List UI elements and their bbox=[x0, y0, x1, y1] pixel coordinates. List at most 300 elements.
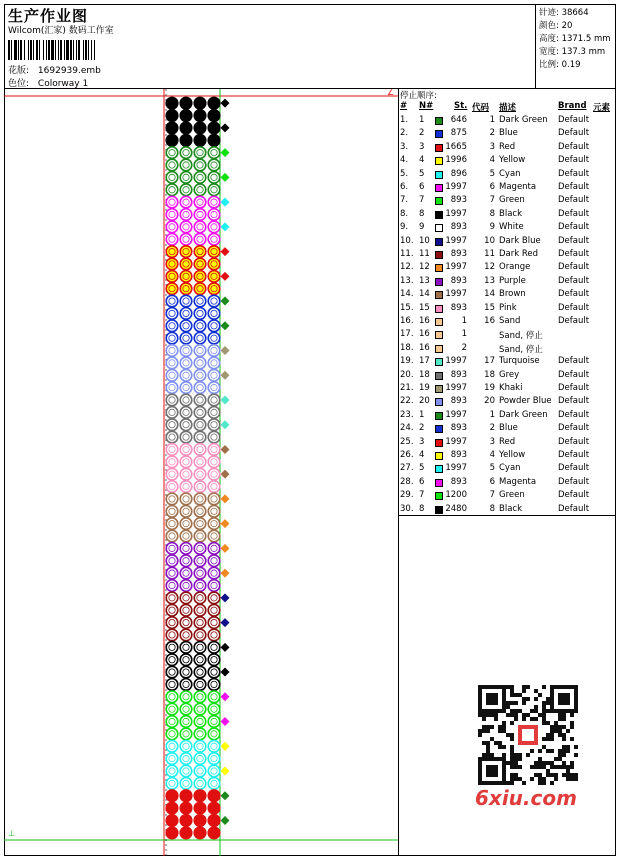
color-swatch bbox=[435, 251, 443, 259]
sequin-circle bbox=[166, 604, 178, 616]
sequin-circle bbox=[166, 555, 178, 567]
cell-n: 10 bbox=[419, 235, 430, 246]
thread-row bbox=[399, 490, 616, 503]
sequin-circle bbox=[194, 135, 206, 147]
cell-desc: Cyan bbox=[499, 463, 521, 474]
cell-n: 1 bbox=[419, 115, 425, 125]
thread-table bbox=[399, 89, 616, 516]
cell-st: 1997 bbox=[445, 463, 467, 474]
sequin-circle bbox=[208, 196, 220, 208]
sequin-circle bbox=[208, 592, 220, 604]
col-st-header: St. bbox=[454, 101, 468, 111]
sequin-circle bbox=[166, 271, 178, 283]
sequin-circle bbox=[180, 506, 192, 518]
thread-row bbox=[399, 209, 616, 222]
sequin-circle bbox=[166, 740, 178, 752]
cell-brand: Default bbox=[558, 503, 590, 514]
thread-row bbox=[399, 128, 616, 141]
sequin-circle bbox=[166, 295, 178, 307]
sequin-circle bbox=[180, 97, 192, 109]
cell-st: 1997 bbox=[445, 182, 467, 192]
sequin-circle bbox=[166, 332, 178, 344]
accent-diamond bbox=[221, 395, 230, 404]
accent-diamond bbox=[221, 222, 230, 231]
sequin-circle bbox=[180, 308, 192, 320]
cell-num: 1. bbox=[400, 115, 409, 125]
sequin-circle bbox=[208, 283, 220, 295]
sequin-circle bbox=[208, 666, 220, 678]
sequin-circle bbox=[194, 802, 206, 814]
sequin-circle bbox=[180, 246, 192, 258]
sequin-circle bbox=[166, 196, 178, 208]
cell-num: 24. bbox=[400, 423, 414, 434]
sequin-circle bbox=[208, 295, 220, 307]
col-code-header: 代码 bbox=[472, 103, 490, 113]
thread-row bbox=[399, 343, 616, 356]
cell-code: 8 bbox=[489, 503, 495, 514]
sequin-circle bbox=[194, 419, 206, 431]
cell-code: 6 bbox=[489, 182, 495, 192]
thread-row bbox=[399, 410, 616, 423]
sequin-circle bbox=[166, 592, 178, 604]
sequin-circle bbox=[166, 456, 178, 468]
cell-n: 2 bbox=[419, 128, 425, 139]
sequin-circle bbox=[166, 147, 178, 159]
sequin-circle bbox=[166, 407, 178, 419]
sequin-circle bbox=[180, 580, 192, 592]
sequin-circle bbox=[180, 815, 192, 827]
cell-brand: Default bbox=[558, 409, 590, 420]
cell-brand: Default bbox=[558, 490, 590, 501]
sequin-circle bbox=[208, 654, 220, 666]
cell-desc: Green bbox=[499, 195, 525, 206]
cell-n: 5 bbox=[419, 168, 425, 179]
cell-st: 893 bbox=[450, 222, 467, 233]
sequin-circle bbox=[180, 691, 192, 703]
color-swatch bbox=[435, 492, 443, 500]
color-swatch bbox=[435, 452, 443, 460]
cell-code: 17 bbox=[484, 356, 495, 367]
sequin-circle bbox=[166, 827, 178, 839]
sequin-circle bbox=[166, 543, 178, 555]
sequin-circle bbox=[194, 444, 206, 456]
cell-code: 3 bbox=[489, 141, 495, 152]
sequin-circle bbox=[208, 753, 220, 765]
sequin-circle bbox=[180, 172, 192, 184]
cell-desc: Black bbox=[499, 503, 522, 514]
accent-diamond bbox=[221, 668, 230, 677]
thread-row bbox=[399, 249, 616, 262]
sequin-circle bbox=[194, 790, 206, 802]
sequin-circle bbox=[166, 753, 178, 765]
cell-num: 12. bbox=[400, 262, 414, 273]
accent-diamond bbox=[221, 272, 230, 281]
stat-scale: 比例: 0.19 bbox=[539, 60, 581, 70]
accent-diamond bbox=[221, 470, 230, 479]
sequin-circle bbox=[208, 827, 220, 839]
cell-brand: Default bbox=[558, 195, 590, 206]
cell-n: 6 bbox=[419, 476, 425, 487]
sequin-circle bbox=[208, 407, 220, 419]
cell-desc: Yellow bbox=[499, 155, 526, 166]
color-swatch bbox=[435, 211, 443, 219]
sequin-circle bbox=[194, 221, 206, 233]
cell-brand: Default bbox=[558, 383, 590, 393]
sequin-circle bbox=[166, 97, 178, 109]
sequin-circle bbox=[208, 135, 220, 147]
sequin-circle bbox=[208, 308, 220, 320]
watermark-logo bbox=[470, 680, 586, 814]
sequin-circle bbox=[194, 567, 206, 579]
cell-n: 2 bbox=[419, 423, 425, 434]
sequin-circle bbox=[166, 283, 178, 295]
sequin-circle bbox=[180, 320, 192, 332]
cell-desc: Cyan bbox=[499, 168, 521, 179]
sequin-circle bbox=[180, 147, 192, 159]
cell-brand: Default bbox=[558, 208, 590, 219]
cell-num: 3. bbox=[400, 141, 409, 152]
cell-desc: Black bbox=[499, 208, 522, 219]
sequin-circle bbox=[180, 196, 192, 208]
sequin-circle bbox=[208, 468, 220, 480]
sequin-circle bbox=[208, 530, 220, 542]
cell-st: 1200 bbox=[445, 490, 467, 501]
sequin-circle bbox=[194, 308, 206, 320]
sequin-circle bbox=[208, 691, 220, 703]
embroidery-design-canvas bbox=[4, 89, 399, 856]
cell-desc: Blue bbox=[499, 423, 518, 434]
sequin-circle bbox=[194, 456, 206, 468]
cell-brand: Default bbox=[558, 168, 590, 179]
sequin-circle bbox=[208, 580, 220, 592]
thread-row bbox=[399, 477, 616, 490]
cell-num: 25. bbox=[400, 436, 414, 447]
sequin-circle bbox=[194, 407, 206, 419]
sequin-circle bbox=[166, 258, 178, 270]
thread-row bbox=[399, 182, 616, 195]
sequin-circle bbox=[180, 703, 192, 715]
cell-code: 9 bbox=[489, 222, 495, 233]
sequin-circle bbox=[180, 110, 192, 122]
cell-code: 19 bbox=[484, 383, 495, 393]
sequin-circle bbox=[166, 135, 178, 147]
sequin-circle bbox=[180, 654, 192, 666]
color-swatch bbox=[435, 506, 443, 514]
sequin-circle bbox=[166, 419, 178, 431]
cell-num: 19. bbox=[400, 356, 414, 367]
color-swatch bbox=[435, 331, 443, 339]
cell-num: 23. bbox=[400, 409, 414, 420]
cell-code: 4 bbox=[489, 155, 495, 166]
cell-n: 16 bbox=[419, 342, 430, 353]
accent-diamond bbox=[221, 643, 230, 652]
cell-n: 12 bbox=[419, 262, 430, 273]
sequin-circle bbox=[194, 778, 206, 790]
sequin-circle bbox=[208, 369, 220, 381]
accent-diamond bbox=[221, 420, 230, 429]
sequin-circle bbox=[166, 184, 178, 196]
cell-desc: Red bbox=[499, 141, 516, 152]
cell-code: 2 bbox=[489, 423, 495, 434]
sequin-circle bbox=[180, 357, 192, 369]
sequin-circle bbox=[180, 209, 192, 221]
sequin-circle bbox=[194, 147, 206, 159]
sequin-circle bbox=[194, 703, 206, 715]
cell-n: 18 bbox=[419, 369, 430, 380]
barcode bbox=[8, 40, 143, 60]
cell-n: 4 bbox=[419, 155, 425, 166]
sequin-circle bbox=[194, 382, 206, 394]
thread-row bbox=[399, 423, 616, 436]
cell-brand: Default bbox=[558, 476, 590, 487]
sequin-circle bbox=[166, 221, 178, 233]
cell-num: 17. bbox=[400, 329, 414, 340]
cell-num: 14. bbox=[400, 289, 414, 300]
sequin-circle bbox=[180, 567, 192, 579]
cell-n: 14 bbox=[419, 289, 430, 300]
sequin-circle bbox=[208, 419, 220, 431]
sequin-circle bbox=[194, 159, 206, 171]
sequin-circle bbox=[180, 456, 192, 468]
sequin-circle bbox=[166, 209, 178, 221]
accent-diamond bbox=[221, 173, 230, 182]
cell-n: 13 bbox=[419, 275, 430, 286]
sequin-circle bbox=[194, 716, 206, 728]
sequin-circle bbox=[194, 246, 206, 258]
sequin-circle bbox=[166, 345, 178, 357]
sequin-circle bbox=[194, 666, 206, 678]
sequin-circle bbox=[208, 679, 220, 691]
cell-num: 22. bbox=[400, 396, 414, 407]
color-swatch bbox=[435, 278, 443, 286]
color-swatch bbox=[435, 224, 443, 232]
sequin-circle bbox=[166, 431, 178, 443]
cell-n: 8 bbox=[419, 503, 425, 514]
sequin-circle bbox=[166, 580, 178, 592]
cell-st: 2 bbox=[461, 342, 467, 353]
thread-row bbox=[399, 437, 616, 450]
sequin-circle bbox=[166, 382, 178, 394]
cell-desc: Yellow bbox=[499, 450, 526, 460]
cell-num: 5. bbox=[400, 168, 409, 179]
cell-code: 18 bbox=[484, 369, 495, 380]
sequin-circle bbox=[208, 110, 220, 122]
thread-row bbox=[399, 396, 616, 409]
sequin-circle bbox=[194, 481, 206, 493]
sequin-circle bbox=[194, 827, 206, 839]
cell-n: 7 bbox=[419, 490, 425, 501]
cell-brand: Default bbox=[558, 316, 590, 326]
cell-code: 12 bbox=[484, 262, 495, 273]
file-line bbox=[8, 63, 101, 76]
cell-st: 893 bbox=[450, 302, 467, 313]
colorway-line bbox=[8, 76, 88, 89]
cell-brand: Default bbox=[558, 275, 590, 286]
color-swatch bbox=[435, 318, 443, 326]
sequin-circle bbox=[180, 790, 192, 802]
sequin-circle bbox=[208, 815, 220, 827]
cell-st: 2480 bbox=[445, 503, 467, 514]
sequin-circle bbox=[180, 740, 192, 752]
cell-desc: Sand, 停止 bbox=[499, 344, 543, 355]
stats-panel bbox=[536, 4, 616, 89]
cell-num: 4. bbox=[400, 155, 409, 166]
sequin-circle bbox=[194, 184, 206, 196]
sequin-circle bbox=[166, 765, 178, 777]
sequin-circle bbox=[194, 332, 206, 344]
sequin-circle bbox=[194, 518, 206, 530]
cell-code: 5 bbox=[489, 463, 495, 474]
sequin-circle bbox=[194, 258, 206, 270]
sequin-circle bbox=[194, 728, 206, 740]
cell-st: 893 bbox=[450, 249, 467, 259]
cell-brand: Default bbox=[558, 222, 590, 233]
color-swatch bbox=[435, 398, 443, 406]
sequin-circle bbox=[194, 506, 206, 518]
col-desc-header: 描述 bbox=[499, 103, 517, 113]
sequin-circle bbox=[180, 728, 192, 740]
sequin-circle bbox=[208, 159, 220, 171]
sequin-circle bbox=[208, 555, 220, 567]
thread-row bbox=[399, 504, 616, 517]
sequin-circle bbox=[194, 691, 206, 703]
sequin-circle bbox=[194, 97, 206, 109]
cell-code: 20 bbox=[484, 396, 495, 407]
color-swatch bbox=[435, 197, 443, 205]
sequin-circle bbox=[194, 110, 206, 122]
sequin-circle bbox=[166, 159, 178, 171]
header-panel bbox=[4, 4, 536, 89]
sequin-circle bbox=[180, 604, 192, 616]
sequin-circle bbox=[180, 802, 192, 814]
sequin-circle bbox=[208, 233, 220, 245]
cell-n: 11 bbox=[419, 249, 430, 259]
sequin-circle bbox=[208, 209, 220, 221]
cell-num: 7. bbox=[400, 195, 409, 206]
sequin-circle bbox=[208, 147, 220, 159]
color-swatch bbox=[435, 479, 443, 487]
cell-desc: Green bbox=[499, 490, 525, 501]
origin-marker: ⊥ bbox=[8, 829, 15, 838]
cell-st: 1997 bbox=[445, 409, 467, 420]
cell-desc: Pink bbox=[499, 302, 517, 313]
cell-code: 8 bbox=[489, 208, 495, 219]
cell-num: 11. bbox=[400, 249, 414, 259]
cell-brand: Default bbox=[558, 235, 590, 246]
sequin-circle bbox=[180, 283, 192, 295]
cell-code: 13 bbox=[484, 275, 495, 286]
cell-st: 1997 bbox=[445, 383, 467, 393]
color-swatch bbox=[435, 264, 443, 272]
sequin-circle bbox=[208, 716, 220, 728]
colorway-label: 色位: bbox=[8, 79, 30, 89]
cell-n: 19 bbox=[419, 383, 430, 393]
sequin-circle bbox=[180, 444, 192, 456]
cell-code: 2 bbox=[489, 128, 495, 139]
sequin-circle bbox=[194, 295, 206, 307]
cell-desc: Magenta bbox=[499, 182, 537, 192]
cell-brand: Default bbox=[558, 155, 590, 166]
accent-diamond bbox=[221, 297, 230, 306]
sequin-circle bbox=[180, 592, 192, 604]
sequin-circle bbox=[166, 642, 178, 654]
cell-st: 1997 bbox=[445, 356, 467, 367]
color-swatch bbox=[435, 117, 443, 125]
sequin-circle bbox=[180, 159, 192, 171]
sequin-circle bbox=[180, 221, 192, 233]
sequin-circle bbox=[208, 604, 220, 616]
sequin-circle bbox=[208, 481, 220, 493]
cell-num: 26. bbox=[400, 450, 414, 460]
sequin-circle bbox=[166, 691, 178, 703]
cell-num: 28. bbox=[400, 476, 414, 487]
cell-num: 9. bbox=[400, 222, 409, 233]
cell-brand: Default bbox=[558, 115, 590, 125]
thread-row bbox=[399, 195, 616, 208]
qr-code-icon bbox=[478, 685, 578, 785]
cell-num: 18. bbox=[400, 342, 414, 353]
cell-st: 896 bbox=[450, 168, 467, 179]
color-swatch bbox=[435, 425, 443, 433]
color-swatch bbox=[435, 144, 443, 152]
color-swatch bbox=[435, 238, 443, 246]
thread-row bbox=[399, 289, 616, 302]
cell-num: 20. bbox=[400, 369, 414, 380]
sequin-circle bbox=[208, 172, 220, 184]
accent-diamond bbox=[221, 717, 230, 726]
cell-n: 17 bbox=[419, 356, 430, 367]
sequin-circle bbox=[194, 654, 206, 666]
color-swatch bbox=[435, 184, 443, 192]
cell-num: 10. bbox=[400, 235, 414, 246]
cell-code: 4 bbox=[489, 450, 495, 460]
cell-brand: Default bbox=[558, 423, 590, 434]
sequin-circle bbox=[208, 543, 220, 555]
col-n-header: N# bbox=[419, 101, 434, 111]
thread-row bbox=[399, 316, 616, 329]
cell-st: 1997 bbox=[445, 235, 467, 246]
thread-row bbox=[399, 142, 616, 155]
thread-row bbox=[399, 276, 616, 289]
accent-diamond bbox=[221, 445, 230, 454]
cell-n: 6 bbox=[419, 182, 425, 192]
cell-num: 6. bbox=[400, 182, 409, 192]
cell-desc: Grey bbox=[499, 369, 520, 380]
cell-n: 1 bbox=[419, 409, 425, 420]
cell-st: 893 bbox=[450, 195, 467, 206]
sequin-circle bbox=[194, 209, 206, 221]
sequin-circle bbox=[194, 345, 206, 357]
thread-row bbox=[399, 169, 616, 182]
page-title: 生产作业图 bbox=[8, 7, 89, 25]
sequin-circle bbox=[166, 654, 178, 666]
cell-desc: Red bbox=[499, 436, 516, 447]
accent-diamond bbox=[221, 618, 230, 627]
file-label: 花版: bbox=[8, 66, 30, 76]
stat-height: 高度: 1371.5 mm bbox=[539, 34, 611, 44]
cell-num: 16. bbox=[400, 316, 414, 326]
sequin-circle bbox=[180, 394, 192, 406]
sequin-circle bbox=[180, 184, 192, 196]
col-num-header: # bbox=[400, 101, 408, 111]
color-swatch bbox=[435, 439, 443, 447]
sequin-circle bbox=[194, 172, 206, 184]
sequin-circle bbox=[166, 728, 178, 740]
thread-row bbox=[399, 155, 616, 168]
thread-row bbox=[399, 329, 616, 342]
cell-n: 3 bbox=[419, 141, 425, 152]
cell-code: 1 bbox=[489, 409, 495, 420]
